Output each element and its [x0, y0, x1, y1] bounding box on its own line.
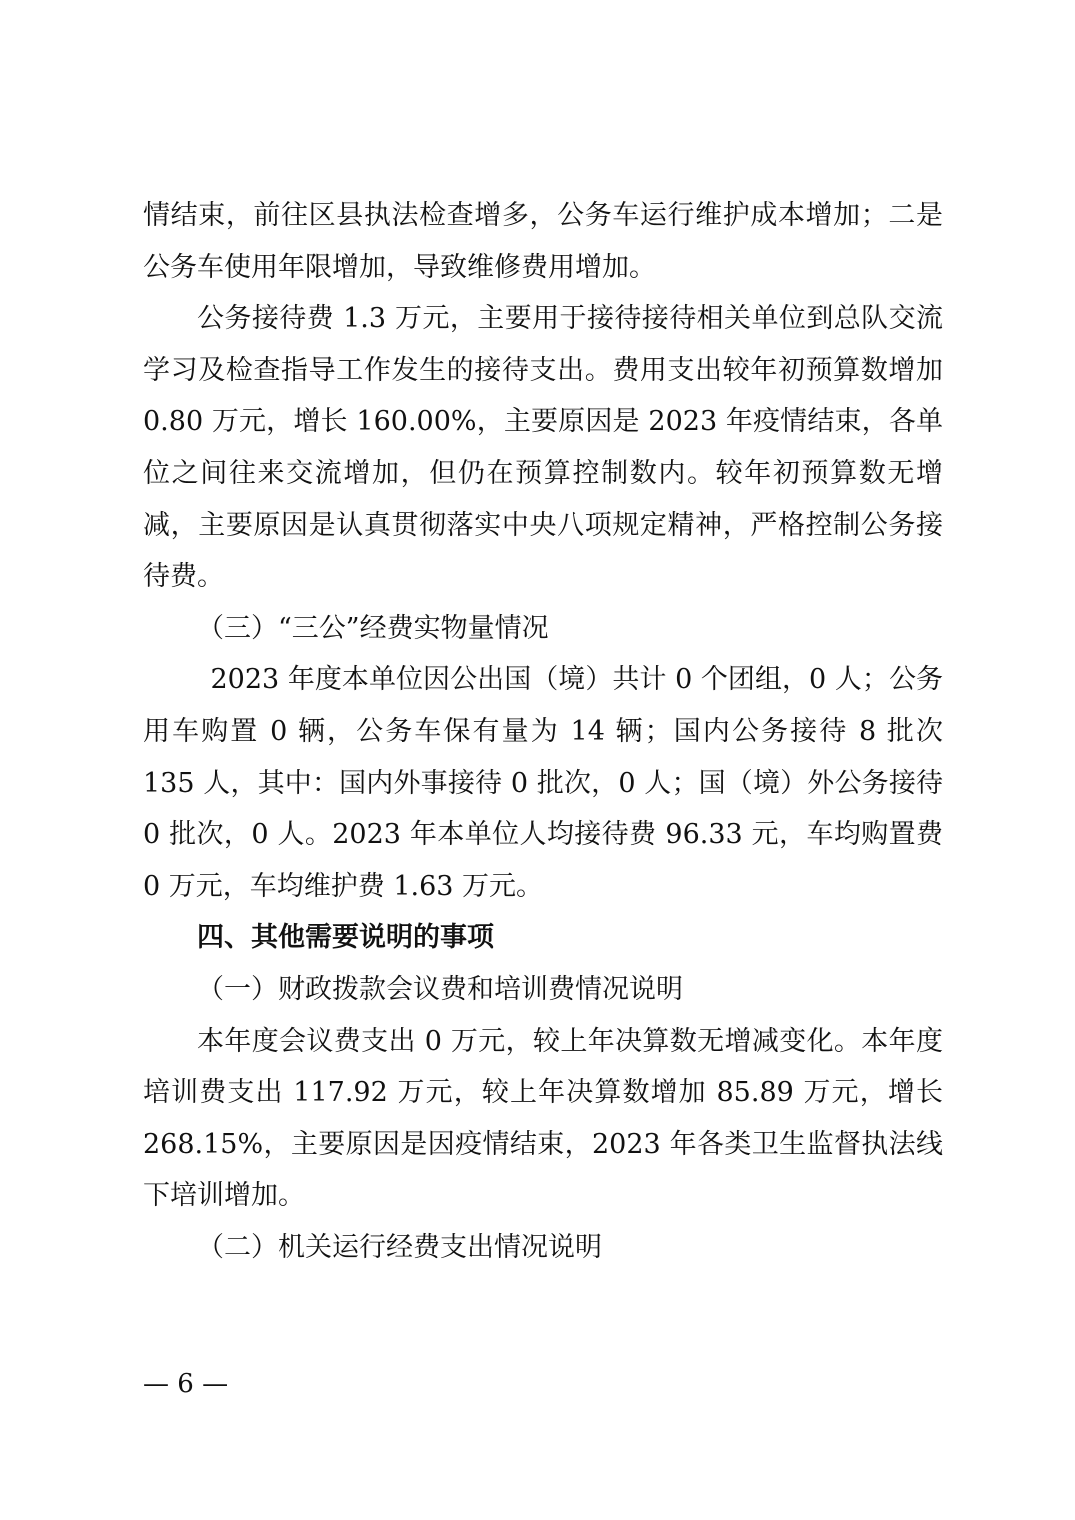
paragraph-reception-expense: 公务接待费 1.3 万元，主要用于接待接待相关单位到总队交流学习及检查指导工作发生的接待支出。费用支出较年初预算数增加 0.80 万元，增长 160.00%，主要原因是 2023 年疫情结束，各单位之间往来交流增加，但仍在预算控制数内。较年初预算数无增减，主要原因是认真贯彻落实中央八项规定精神，严格控制公务接待费。: [143, 303, 943, 593]
subsection-heading-two: （二）机关运行经费支出情况说明: [197, 1231, 602, 1263]
paragraph-physical-quantity: 2023 年度本单位因公出国（境）共计 0 个团组，0 人；公务用车购置 0 辆，公务车保有量为 14 辆；国内公务接待 8 批次 135 人，其中：国内外事接待 0 批次，0 人；国（境）外公务接待 0 批次，0 人。2023 年本单位人均接待费 96.33 元，车均购置费 0 万元，车均维护费 1.63 万元。: [143, 664, 943, 902]
paragraph-meeting-training: 本年度会议费支出 0 万元，较上年决算数无增减变化。本年度培训费支出 117.92 万元，较上年决算数增加 85.89 万元，增长 268.15%，主要原因是因疫情结束，2023 年各类卫生监督执法线下培训增加。: [143, 1025, 943, 1212]
document-body: [143, 190, 943, 1273]
subsection-heading-one: （一）财政拨款会议费和培训费情况说明: [197, 973, 683, 1005]
paragraph-continuation: 情结束，前往区县执法检查增多，公务车运行维护成本增加；二是公务车使用年限增加，导致维修费用增加。: [143, 200, 943, 283]
subsection-heading-three: （三）“三公”经费实物量情况: [197, 612, 549, 644]
section-heading-four: 四、其他需要说明的事项: [197, 922, 494, 954]
page-number: — 6 —: [143, 1369, 229, 1399]
